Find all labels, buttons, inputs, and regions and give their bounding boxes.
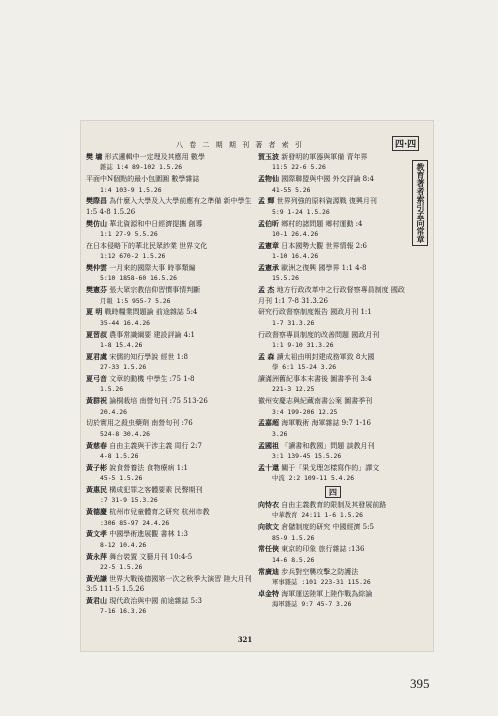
entry-title: 關于「果戈理怎樣寫作的」譯文 <box>281 463 380 472</box>
entry-citation: 20.4.26 <box>100 407 127 416</box>
entry-author: 黃君山 <box>86 596 107 606</box>
entry-author: 黃子彬 <box>86 462 107 472</box>
section-subhead <box>258 487 408 497</box>
entry-title: 新發明的軍器與軍備 青年界 <box>281 153 368 161</box>
index-entry <box>258 174 408 195</box>
entry-title: 為什麼入大學及入大學前應有之準備 新中學生 1:5 4-8 1.5.26 <box>86 197 252 216</box>
entry-title: 平面中N個點的最小包圍圓 數學雜誌 <box>86 175 200 184</box>
right-entries <box>258 152 408 484</box>
entry-title: 行政督察專員制度的改善問題 國政月刊 <box>258 330 380 339</box>
entry-citation: 22-5 1.5.26 <box>100 563 143 572</box>
index-entry <box>86 596 256 617</box>
entry-title: 自由主義與干涉主義 周行 2:7 <box>109 441 202 450</box>
entry-title: 倉儲制度的研究 中國經濟 5:5 <box>281 523 374 532</box>
entry-author: 孟 森 <box>258 351 275 361</box>
index-entry <box>258 152 408 173</box>
entry-title: 文章的動機 中學生 :75 1-8 <box>109 375 195 384</box>
index-entry <box>86 219 256 240</box>
side-title: 教育著者索引孟向常章 <box>412 160 428 246</box>
index-entry <box>86 196 256 217</box>
index-entry <box>86 241 256 262</box>
index-entry <box>86 485 256 506</box>
entry-author: 賀玉波 <box>258 152 279 161</box>
entry-citation: 7-16 16.3.26 <box>100 607 147 616</box>
entry-author: 黃文孝 <box>86 529 107 539</box>
entry-author: 卓金特 <box>258 588 279 598</box>
entry-author: 孟憲章 <box>258 240 279 250</box>
entry-title: 論桐栽培 南營旬刊 :75 513-26 <box>109 397 208 406</box>
index-entry <box>86 529 256 550</box>
entry-title: 研究行政督察制度報告 國政月刊 1:1 <box>258 308 372 317</box>
right-column <box>258 152 408 611</box>
entry-citation: 8-12 10.4.26 <box>100 540 147 549</box>
index-entry <box>86 396 256 417</box>
entry-title: 徽州安慶志與紀藏南書公案 圖書季刊 <box>258 397 373 406</box>
entry-title: 地方行政改革中之行政督察專員制度 國政月刊 1:1 7-8 31.3.26 <box>258 286 405 305</box>
index-entry <box>258 352 408 373</box>
index-entry <box>86 263 256 284</box>
index-entry <box>86 441 256 462</box>
index-entry <box>258 544 408 565</box>
entry-title: 日本國勢大觀 世界情報 2:6 <box>281 241 367 250</box>
entry-citation: 221-3 12.25 <box>272 385 315 394</box>
index-entry <box>258 567 408 588</box>
entry-title: 世界列強的原料資源戰 復興月刊 <box>276 197 377 206</box>
entry-citation: 11:5 22-6 5.26 <box>272 163 326 172</box>
entry-citation: 1-10 16.4.26 <box>272 252 319 261</box>
index-entry <box>258 241 408 262</box>
entry-citation: 1:1 27-9 5.5.26 <box>100 230 158 239</box>
entry-author: 樊仿山 <box>86 218 107 228</box>
index-entry <box>258 330 408 351</box>
entry-citation: 1:4 103-9 1.5.26 <box>100 185 162 194</box>
entry-author: 孟十還 <box>258 462 279 472</box>
entry-citation: 軍事雜誌 :101 223-31 115.26 <box>272 578 371 587</box>
entry-citation: 45-5 1.5.26 <box>100 474 143 483</box>
entry-citation: :7 31-9 15.3.26 <box>100 496 158 505</box>
entry-citation: 10-1 26.4.26 <box>272 230 319 239</box>
entry-title: 世界大戰後德國第一次之秋季大演習 陸大月刊 3:5 111-5 1.5.26 <box>86 574 252 594</box>
entry-title: 步兵對空襲攻擊之防護法 <box>281 567 359 576</box>
entry-title: 杭州市兒童體育之研究 杭州市教 <box>109 508 210 517</box>
entry-citation: 1-8 15.4.26 <box>100 341 143 350</box>
entry-author: 黃慈春 <box>86 440 107 450</box>
entry-title: 現代政治與中國 前途雜誌 5:3 <box>109 597 202 606</box>
index-entry <box>86 152 256 173</box>
index-entry <box>258 463 408 484</box>
page-number: 321 <box>237 635 253 644</box>
entry-author: 向恃衣 <box>258 500 279 510</box>
entry-author: 樊 墉 <box>86 152 103 161</box>
entry-author: 常任俠 <box>258 544 279 554</box>
entry-author: 孟嘉超 <box>258 418 279 428</box>
index-entry <box>86 552 256 573</box>
entry-title: 海軍運送陸軍上陸作戰為綜論 <box>281 589 373 598</box>
entry-author: 孟國祖 <box>258 440 279 450</box>
entry-title: 舞台裝置 文藝月刊 10:4-5 <box>109 552 193 561</box>
entry-author: 夏 明 <box>86 307 103 317</box>
entry-title: 海軍戰術 海軍雜誌 9:7 1-16 <box>281 419 371 428</box>
right-entries-2 <box>258 500 408 610</box>
entry-citation: :306 85-97 24.4.26 <box>100 518 170 527</box>
section-mark: 四·四 <box>392 136 419 151</box>
entry-author: 夏習叔 <box>86 329 107 339</box>
entry-citation: 1:12 670-2 1.5.26 <box>100 252 166 261</box>
entry-title: 說食營養法 食物療病 1:1 <box>109 463 188 472</box>
entry-author: 孟 輝 <box>258 196 275 206</box>
entry-author: 孟伯昕 <box>258 218 279 228</box>
entry-title: 切於實用之殺虫藥劑 南營旬刊 :76 <box>86 419 193 428</box>
entry-citation: 中華教育 24:11 1-6 1.5.26 <box>272 511 363 520</box>
entry-citation: 85-9 1.5.26 <box>272 533 315 542</box>
index-entry <box>258 263 408 284</box>
entry-title: 東京的印象 旅行雜誌 :136 <box>281 545 365 554</box>
entry-citation: 15.5.26 <box>272 274 299 283</box>
entry-title: 鄉村的諸問題 鄉村運動 :4 <box>281 219 363 228</box>
entry-author: 黃光謙 <box>86 573 107 583</box>
entry-title: 農事常識綱要 建設評論 4:1 <box>109 330 195 339</box>
entry-author: 黃群祝 <box>86 396 107 406</box>
entry-author: 樊仲雲 <box>86 263 107 273</box>
index-entry <box>258 307 408 328</box>
entry-author: 孟物仙 <box>258 174 279 184</box>
entry-author: 向欲文 <box>258 522 279 532</box>
left-column <box>86 152 256 618</box>
index-entry <box>258 396 408 417</box>
index-entry <box>86 463 256 484</box>
index-entry <box>258 522 408 543</box>
index-entry <box>258 441 408 462</box>
index-entry <box>86 285 256 306</box>
entry-title: 華北資源和中日經濟提攜 創導 <box>109 219 203 228</box>
entry-title: 讀太祖由明封建成務軍致 8大國 <box>276 352 375 361</box>
index-entry <box>86 574 256 595</box>
entry-title: 構成犯罪之客體要素 民聲期刊 <box>109 486 203 495</box>
entry-citation: 海軍雜誌 9:7 45-7 3.26 <box>272 600 352 609</box>
entry-citation: 中流 2:2 109-11 5.4.26 <box>272 474 355 483</box>
entry-author: 孟憲承 <box>258 263 279 273</box>
entry-citation: 雜誌 1:4 89-102 1.5.26 <box>100 163 183 172</box>
entry-title: 國際聯盟與中國 外交評論 8:4 <box>281 175 374 184</box>
entry-citation: 3.26 <box>272 429 288 438</box>
entry-author: 孟 杰 <box>258 285 275 295</box>
entry-author: 黃惠民 <box>86 485 107 495</box>
entry-title: 在日本侵略下的華北民眾紗業 世界文化 <box>86 241 208 250</box>
folio-number: 395 <box>410 676 430 691</box>
index-entry <box>86 174 256 195</box>
index-entry <box>258 196 408 217</box>
subhead-label: 四 <box>325 486 341 498</box>
entry-title: 一月來的國際大事 時事類編 <box>109 264 196 273</box>
entry-citation: 5:9 1-24 1.5.26 <box>272 207 330 216</box>
entry-citation: 3:1 139-45 15.5.26 <box>272 452 342 461</box>
index-entry <box>258 500 408 521</box>
entry-author: 樊際昌 <box>86 196 107 206</box>
entry-title: 形式邏輯中一定理及其應用 數學 <box>104 153 205 161</box>
entry-author: 樊憲芬 <box>86 285 107 295</box>
index-entry <box>86 374 256 395</box>
index-entry <box>86 352 256 373</box>
entry-citation: 學 6:1 15-24 3.26 <box>272 363 337 372</box>
entry-citation: 月報 1:5 955-7 5.26 <box>100 296 171 305</box>
entry-title: 中國學術進展觀 書林 1:3 <box>109 530 188 539</box>
index-entry <box>86 507 256 528</box>
index-entry <box>258 219 408 240</box>
entry-citation: 27-33 1.5.26 <box>100 363 147 372</box>
entry-citation: 5:10 1858-60 16.5.26 <box>100 274 177 283</box>
index-entry <box>258 418 408 439</box>
running-head: 八 卷 二 期 期 刊 著 者 索 引 <box>175 141 305 149</box>
entry-author: 黃永萍 <box>86 551 107 561</box>
index-entry <box>258 374 408 395</box>
entry-author: 常廣迪 <box>258 566 279 576</box>
entry-citation: 41-55 5.26 <box>272 185 311 194</box>
index-entry <box>86 418 256 439</box>
entry-title: 自由主義教育的限制及其發展前路 <box>281 501 387 510</box>
entry-title: 張大眾宗教信仰習慣事情判斷 <box>109 286 201 295</box>
entry-citation: 1.5.26 <box>100 385 124 394</box>
entry-citation: 4-8 1.5.26 <box>100 452 139 461</box>
index-entry <box>258 285 408 306</box>
entry-citation: 1-7 31.3.26 <box>272 318 315 327</box>
index-entry <box>86 307 256 328</box>
entry-title: 「讀書和教國」問題 談教月刊 <box>281 441 375 450</box>
entry-author: 夏弓音 <box>86 374 107 384</box>
entry-title: 歐洲之復興 國學界 1:1 4-8 <box>281 264 367 273</box>
entry-citation: 524-8 30.4.26 <box>100 429 151 438</box>
index-entry <box>258 589 408 610</box>
entry-title: 戰時糧業問題論 前途雜誌 5:4 <box>104 308 198 317</box>
entry-citation: 14-6 8.5.26 <box>272 555 315 564</box>
entry-title: 讀滿洲舊紀事本末書後 圖書季刊 3:4 <box>258 375 372 384</box>
entry-title: 宋儒的知行學說 經世 1:8 <box>109 352 188 361</box>
index-entry <box>86 330 256 351</box>
entry-author: 夏君虞 <box>86 351 107 361</box>
entry-author: 黃德慶 <box>86 507 107 517</box>
entry-citation: 3:4 199-206 12.25 <box>272 407 338 416</box>
entry-citation: 35-44 16.4.26 <box>100 318 151 327</box>
entry-citation: 1:1 9-10 31.3.26 <box>272 341 334 350</box>
